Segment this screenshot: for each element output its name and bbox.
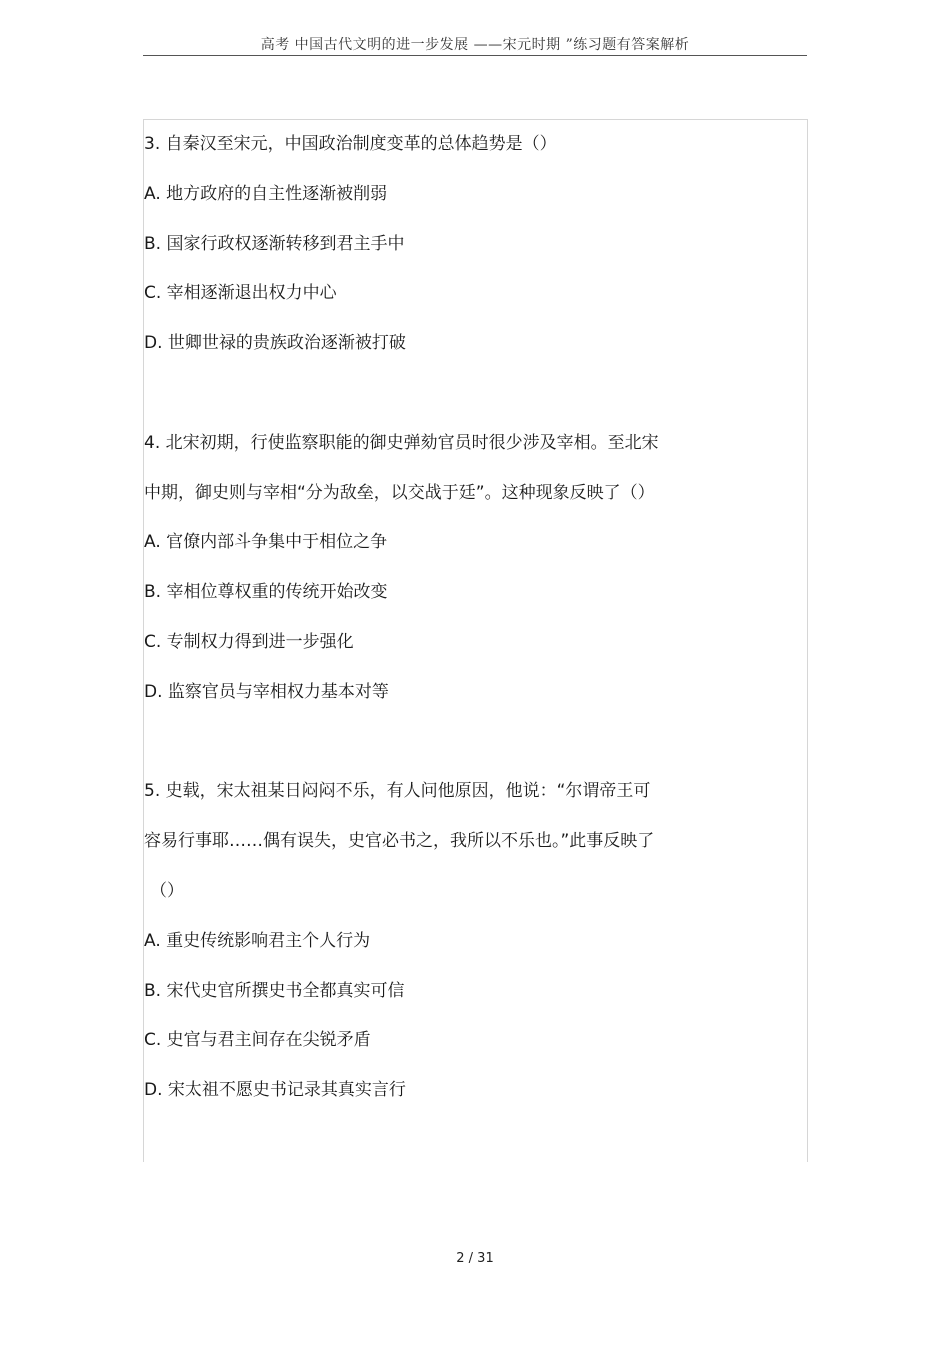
question-3-stem: 3. 自秦汉至宋元，中国政治制度变革的总体趋势是（） [144, 134, 557, 154]
header-divider [143, 55, 807, 56]
question-5-stem-line-1: 5. 史载，宋太祖某日闷闷不乐，有人问他原因，他说：“尔谓帝王可 [144, 781, 651, 801]
question-5-option-b: B. 宋代史官所撰史书全都真实可信 [144, 981, 405, 1001]
question-4-option-d: D. 监察官员与宰相权力基本对等 [144, 682, 389, 702]
question-3-option-c: C. 宰相逐渐退出权力中心 [144, 283, 337, 303]
page-header-title: 高考 中国古代文明的进一步发展 ——宋元时期 ”练习题有答案解析 [260, 37, 690, 53]
question-5-option-a: A. 重史传统影响君主个人行为 [144, 931, 371, 951]
question-4-option-b: B. 宰相位尊权重的传统开始改变 [144, 582, 388, 602]
question-4-stem-line-2: 中期，御史则与宰相“分为敌垒，以交战于廷”。这种现象反映了（） [144, 483, 655, 503]
question-5-option-d: D. 宋太祖不愿史书记录其真实言行 [144, 1080, 406, 1100]
page-number: 2 / 31 [456, 1251, 494, 1266]
question-5-stem-line-2: 容易行事耶……偶有误失，史官必书之，我所以不乐也。”此事反映了 [144, 831, 655, 851]
question-3-option-d: D. 世卿世禄的贵族政治逐渐被打破 [144, 333, 406, 353]
question-3-option-a: A. 地方政府的自主性逐渐被削弱 [144, 184, 388, 204]
question-3-option-b: B. 国家行政权逐渐转移到君主手中 [144, 234, 405, 254]
question-5-stem-line-3: （） [150, 881, 184, 901]
question-4-option-a: A. 官僚内部斗争集中于相位之争 [144, 532, 388, 552]
question-4-option-c: C. 专制权力得到进一步强化 [144, 632, 354, 652]
question-4-stem-line-1: 4. 北宋初期，行使监察职能的御史弹劾官员时很少涉及宰相。至北宋 [144, 433, 659, 453]
question-5-option-c: C. 史官与君主间存在尖锐矛盾 [144, 1030, 371, 1050]
